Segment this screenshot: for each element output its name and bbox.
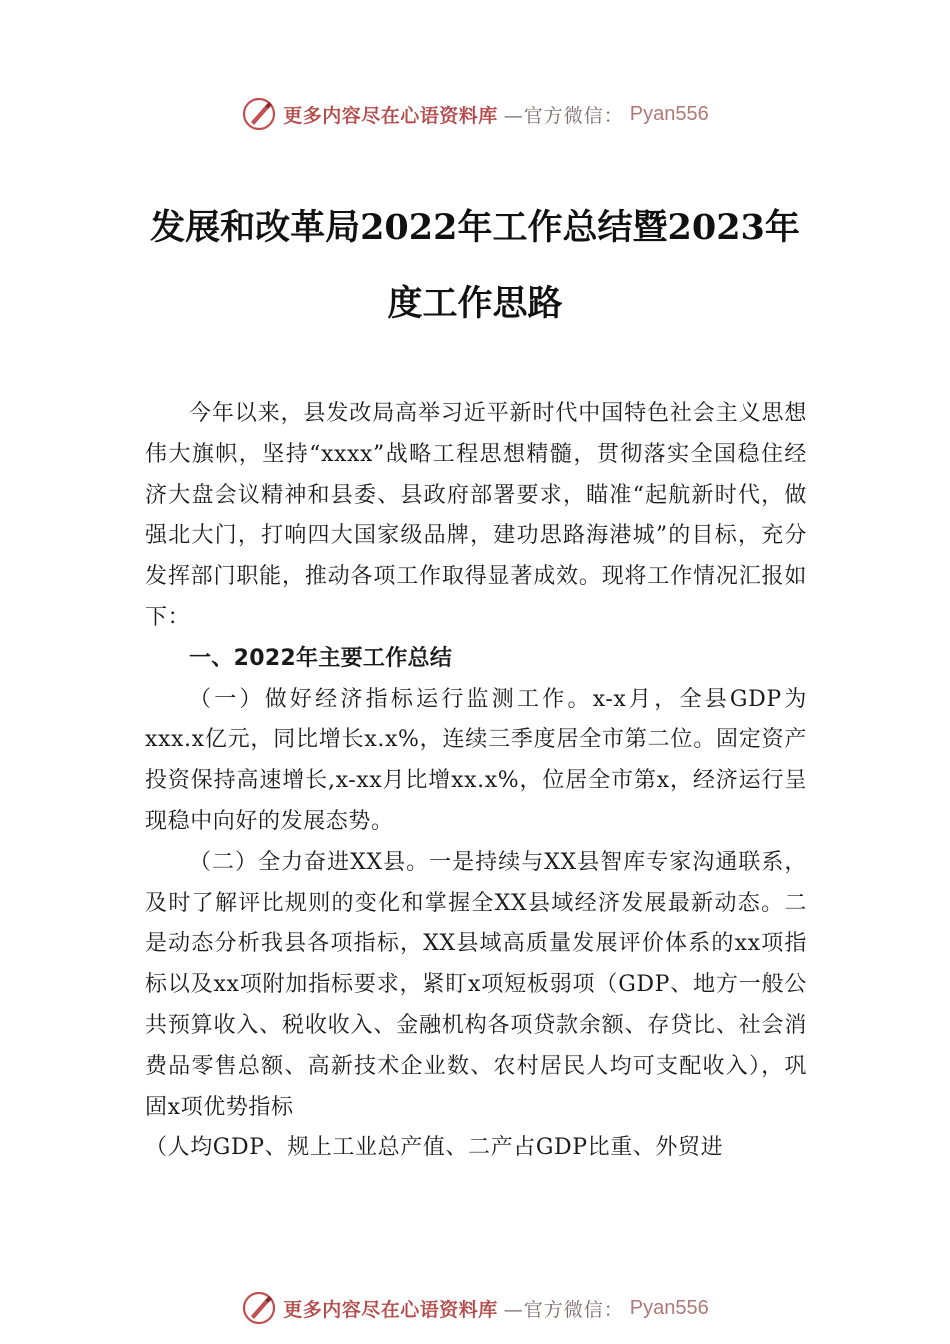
banner-wechat-id: Pyan556 <box>629 102 709 125</box>
paragraph-continuation: （人均GDP、规上工业总产值、二产占GDP比重、外贸进 <box>145 1135 724 1161</box>
intro-paragraph: 今年以来，县发改局高举习近平新时代中国特色社会主义思想伟大旗帜，坚持“xxxx”战略工程思想精髓，贯彻落实全国稳住经济大盘会议精神和县委、县政府部署要求，瞄准“起航新时代，做强北大门，打响四大国家级品牌，建功思路海港城”的目标，充分发挥部门职能，推动各项工作取得显著成效。现将工作情况汇报如下： <box>145 401 807 630</box>
banner-text-wechat-label: —官方微信： <box>503 1298 624 1321</box>
paragraph-economic-monitoring: （一）做好经济指标运行监测工作。x-x月，全县GDP为xxx.x亿元，同比增长x.x%，连续三季度居全市第二位。固定资产投资保持高速增长,x-xx月比增xx.x%，位居全市第x，经济运行呈现稳中向好的发展态势。 <box>145 686 807 834</box>
banner-text-wechat-label: —官方微信： <box>503 104 624 127</box>
section-heading: 一、2022年主要工作总结 <box>189 645 453 671</box>
footer-banner <box>0 1288 950 1328</box>
banner-text: 更多内容尽在心语资料库 <box>283 1298 498 1321</box>
header-banner <box>0 94 950 134</box>
banner-text: 更多内容尽在心语资料库 <box>283 104 498 127</box>
pen-logo-icon <box>241 1290 277 1326</box>
paragraph-xx-county: （二）全力奋进XX县。一是持续与XX县智库专家沟通联系，及时了解评比规则的变化和掌握全XX县域经济发展最新动态。二是动态分析我县各项指标，XX县域高质量发展评价体系的xx项指标以及xx项附加指标要求，紧盯x项短板弱项（GDP、地方一般公共预算收入、税收收入、金融机构各项贷款余额、存贷比、社会消费品零售总额、高新技术企业数、农村居民人均可支配收入），巩固x项优势指标 <box>145 849 807 1120</box>
document-title-line-1: 发展和改革局2022年工作总结暨2023年 <box>150 207 800 248</box>
pen-logo-icon <box>241 96 277 132</box>
document-title-line-2: 度工作思路 <box>387 283 563 324</box>
banner-wechat-id: Pyan556 <box>629 1296 709 1319</box>
document-body <box>145 394 807 1169</box>
